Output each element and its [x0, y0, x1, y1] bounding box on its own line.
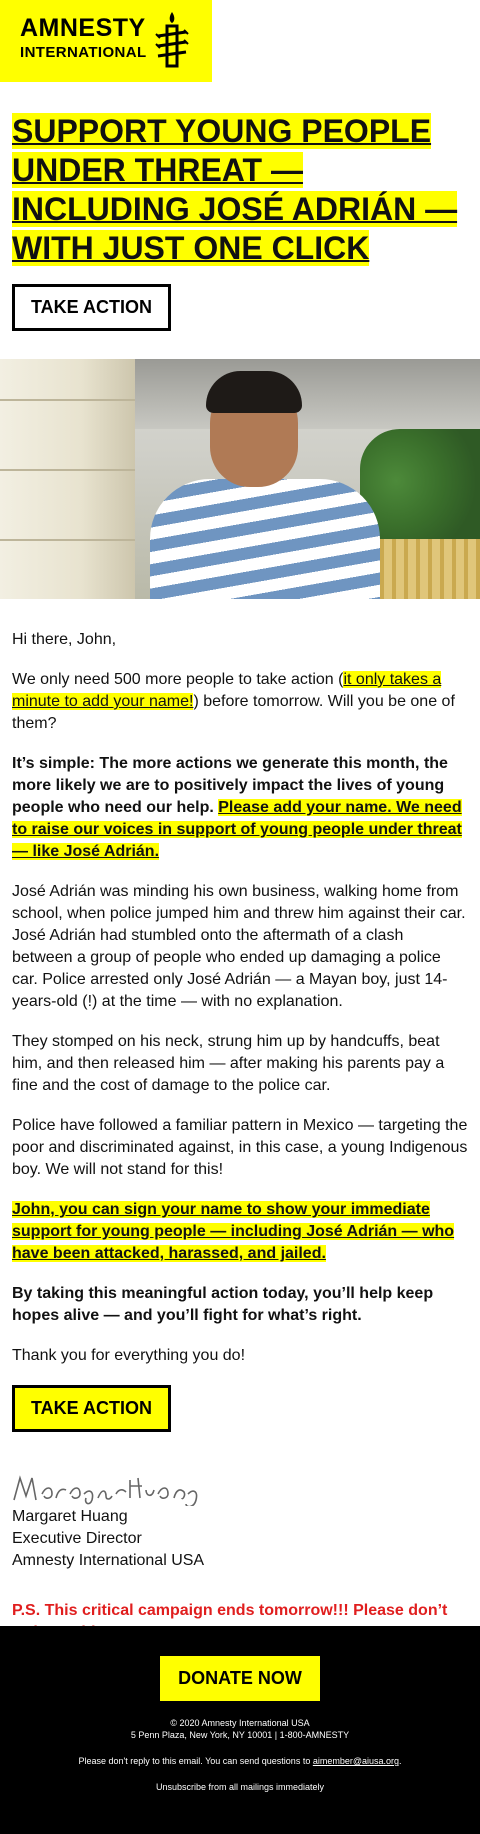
footer [0, 1626, 480, 1834]
email-body [0, 629, 480, 1367]
hero-headline-text[interactable]: SUPPORT YOUNG PEOPLE UNDER THREAT — INCLUDING JOSÉ ADRIÁN — WITH JUST ONE CLICK [12, 113, 458, 266]
logo-wordmark [20, 16, 147, 60]
add-name-link-2[interactable]: Please add your name. We need to raise our voices in support of young people under threat — like José Adrián. [12, 799, 462, 860]
pillar-groove [0, 469, 135, 471]
footer-reply-note [0, 1755, 480, 1767]
paragraph-2 [12, 753, 468, 863]
hero-headline[interactable] [12, 112, 468, 268]
photo-pillar [0, 359, 135, 599]
add-name-link-1[interactable]: it only takes a minute to add your name! [12, 671, 442, 710]
paragraph-6 [12, 1199, 468, 1265]
photo-person-shirt [150, 479, 380, 599]
signer-org: Amnesty International USA [12, 1552, 205, 1569]
sign-name-link[interactable]: John, you can sign your name to show your immediate support for young people — including José Adrián — who have been attacked, harassed, and jailed. [12, 1201, 455, 1262]
signer-name: Margaret Huang [12, 1508, 128, 1525]
photo-person-hair [206, 371, 302, 413]
candle-barbed-wire-icon [152, 10, 192, 72]
greeting: Hi there, John, [12, 631, 117, 648]
reply-text: Please don't reply to this email. You can send questions to [78, 1756, 313, 1766]
pillar-groove [0, 399, 135, 401]
amnesty-logo[interactable] [0, 0, 212, 82]
paragraph-5: Police have followed a familiar pattern in Mexico — targeting the poor and discriminated against, in this case, a young Indigenous boy. We will not stand for this! [12, 1117, 468, 1178]
take-action-button-top[interactable]: TAKE ACTION [12, 284, 171, 331]
footer-address: 5 Penn Plaza, New York, NY 10001 | 1-800-AMNESTY [130, 1730, 350, 1740]
p2-text: It’s simple: The more actions we generate this month, the more likely we are to positively impact the lives of young people who need our help. [12, 755, 448, 816]
footer-copyright: © 2020 Amnesty International USA [170, 1718, 310, 1728]
paragraph-3: José Adrián was minding his own business, walking home from school, when police jumped him and threw him against their car. José Adrián had stumbled onto the aftermath of a clash between a group of people who ended up damaging a police car. Police arrested only José Adrián — a Mayan boy, just 14-years-old (!) at the time — with no explanation. [12, 883, 466, 1010]
paragraph-4: They stomped on his neck, strung him up by handcuffs, beat him, and then released him — after making his parents pay a fine and the cost of damage to the police car. [12, 1033, 445, 1094]
signature-script-icon [12, 1472, 212, 1506]
take-action-button-bottom[interactable]: TAKE ACTION [12, 1385, 171, 1432]
paragraph-8: Thank you for everything you do! [12, 1347, 246, 1364]
signature-block [0, 1506, 480, 1572]
footer-email-link[interactable]: aimember@aiusa.org [312, 1756, 400, 1766]
paragraph-7: By taking this meaningful action today, you’ll help keep hopes alive — and you’ll fight for what’s right. [12, 1285, 434, 1324]
logo-line-1: AMNESTY [20, 14, 146, 42]
p1-text-end: ) before tomorrow. Will you be one of them? [12, 693, 455, 732]
donate-now-button[interactable]: DONATE NOW [160, 1656, 320, 1701]
logo-line-2: INTERNATIONAL [20, 44, 147, 61]
reply-text-end: . [399, 1756, 402, 1766]
hero-photo[interactable] [0, 359, 480, 599]
p1-text: We only need 500 more people to take action ( [12, 671, 344, 688]
signer-title: Executive Director [12, 1530, 142, 1547]
paragraph-1 [12, 669, 468, 735]
handwritten-signature [12, 1472, 468, 1506]
pillar-groove [0, 539, 135, 541]
unsubscribe-link[interactable]: Unsubscribe from all mailings immediately [155, 1782, 325, 1792]
ps-text: P.S. This critical campaign ends tomorrow!!! Please don’t [12, 1602, 448, 1619]
